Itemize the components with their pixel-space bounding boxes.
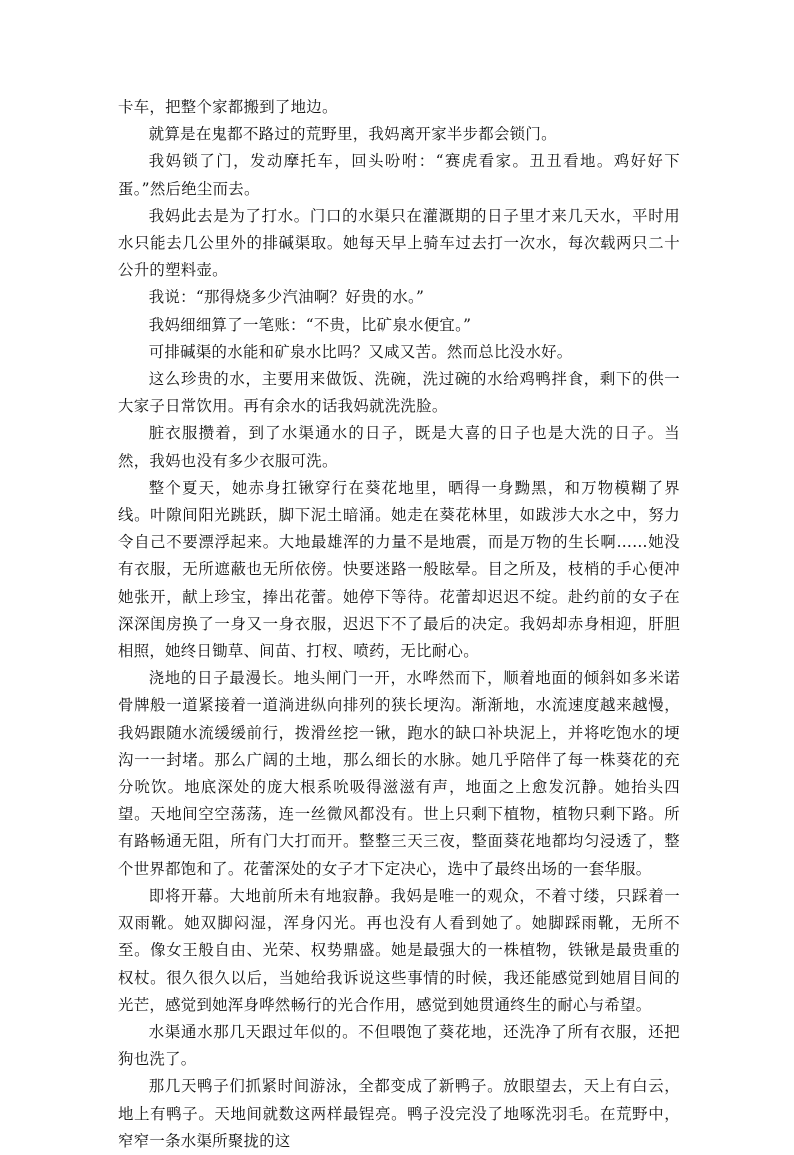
paragraph: 浇地的日子最漫长。地头闸门一开，水哗然而下，顺着地面的倾斜如多米诺骨牌般一道紧接着一道淌进纵向排列的狭长埂沟。渐渐地，水流速度越来越慢，我妈跟随水流缓缓前行，拨滑丝挖一锹，跑水的缺口补块泥上，并将吃饱水的埂沟一一封堵。那么广阔的土地，那么细长的水脉。她几乎陪伴了每一株葵花的充分吮饮。地底深处的庞大根系吮吸得滋滋有声，地面之上愈发沉静。她抬头四望。天地间空空荡荡，连一丝微风都没有。世上只剩下植物，植物只剩下路。所有路畅通无阻，所有门大打而开。整整三天三夜，整面葵花地都均匀浸透了，整个世界都饱和了。花蕾深处的女子才下定决心，选中了最终出场的一套华服。 — [118, 669, 680, 878]
paragraph: 那几天鸭子们抓紧时间游泳，全都变成了新鸭子。放眼望去，天上有白云，地上有鸭子。天地间就数这两样最锃亮。鸭子没完没了地啄洗羽毛。在荒野中，窄窄一条水渠所聚拢的这 — [118, 1077, 680, 1150]
paragraph: 这么珍贵的水，主要用来做饭、洗碗，洗过碗的水给鸡鸭拌食，剩下的供一大家子日常饮用。再有余水的话我妈就洗洗脸。 — [118, 370, 680, 416]
paragraph: 卡车，把整个家都搬到了地边。 — [118, 98, 338, 116]
paragraph: 就算是在鬼都不路过的荒野里，我妈离开家半步都会锁门。 — [148, 125, 557, 144]
paragraph: 我说：“那得烧多少汽油啊？好贵的水。” — [148, 288, 425, 307]
paragraph: 我妈锁了门，发动摩托车，回头吩咐：“赛虎看家。丑丑看地。鸡好好下蛋。”然后绝尘而去。 — [118, 152, 680, 198]
paragraph: 可排碱渠的水能和矿泉水比吗？又咸又苦。然而总比没水好。 — [148, 342, 573, 361]
paragraph: 脏衣服攒着，到了水渠通水的日子，既是大喜的日子也是大洗的日子。当然，我妈也没有多少衣服可洗。 — [118, 424, 680, 470]
paragraph: 整个夏天，她赤身扛锹穿行在葵花地里，晒得一身黝黑，和万物模糊了界线。叶隙间阳光跳跃，脚下泥土暗涌。她走在葵花林里，如跋涉大水之中，努力令自己不要漂浮起来。大地最雄浑的力量不是地震，而是万物的生长啊……她没有衣服，无所遮蔽也无所依傍。快要迷路一般眩晕。目之所及，枝梢的手心便冲她张开，献上珍宝，捧出花蕾。她停下等待。花蕾却迟迟不绽。赴约前的女子在深深闺房换了一身又一身衣服，迟迟下不了最后的决定。我妈却赤身相迎，肝胆相照，她终日锄草、间苗、打杈、喷药，无比耐心。 — [118, 478, 680, 661]
paragraph: 水渠通水那几天跟过年似的。不但喂饱了葵花地，还洗净了所有衣服，还把狗也洗了。 — [118, 1022, 680, 1069]
paragraph: 我妈细细算了一笔账：“不贵，比矿泉水便宜。” — [148, 315, 472, 334]
paragraph: 我妈此去是为了打水。门口的水渠只在灌溉期的日子里才来几天水，平时用水只能去几公里外的排碱渠取。她每天早上骑车过去打一次水，每次载两只二十公升的塑料壶。 — [118, 206, 680, 280]
document-page — [118, 94, 680, 1155]
paragraph: 即将开幕。大地前所未有地寂静。我妈是唯一的观众，不着寸缕，只踩着一双雨靴。她双脚闷湿，浑身闪光。再也没有人看到她了。她脚踩雨靴，无所不至。像女王般自由、光荣、权势鼎盛。她是最强大的一株植物，铁锹是最贵重的权杖。很久很久以后，当她给我诉说这些事情的时候，我还能感觉到她眉目间的光芒，感觉到她浑身哗然畅行的光合作用，感觉到她贯通终生的耐心与希望。 — [118, 886, 680, 1014]
